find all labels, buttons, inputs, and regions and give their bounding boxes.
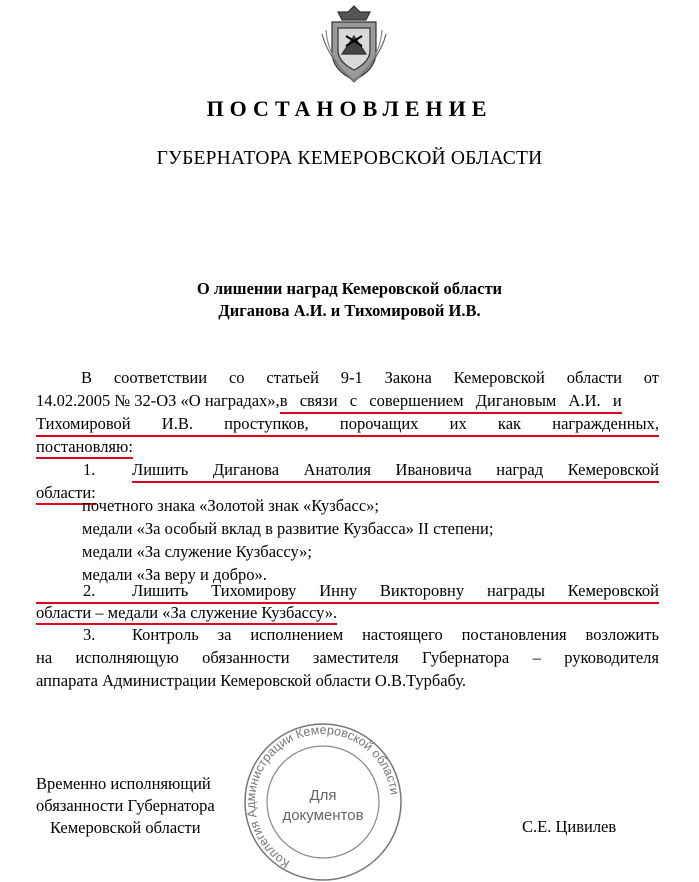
item-1-line-1 xyxy=(36,460,659,483)
paragraph-1-line-1 xyxy=(36,368,659,388)
item-1-c: медали «За служение Кузбассу»; xyxy=(82,542,312,561)
document-title: ПОСТАНОВЛЕНИЕ xyxy=(206,96,493,121)
item-2-number: 2. xyxy=(83,581,96,600)
stamp-center-line-1: Для xyxy=(309,787,337,804)
item-3-number: 3. xyxy=(83,625,96,644)
signer-role-line-3: Кемеровской области xyxy=(50,818,201,837)
paragraph-1-text-4: постановляю: xyxy=(36,437,133,459)
heading-line-1: О лишении наград Кемеровской области xyxy=(196,279,503,298)
item-3-text-1: Контроль за исполнением настоящего постановления возложить xyxy=(132,625,659,644)
document-subtitle: ГУБЕРНАТОРА КЕМЕРОВСКОЙ ОБЛАСТИ xyxy=(156,148,543,169)
item-3-line-3: аппарата Администрации Кемеровской области О.В.Турбабу. xyxy=(36,671,467,690)
official-stamp xyxy=(242,718,404,882)
paragraph-1-line-2 xyxy=(36,391,659,414)
item-1-text-1: Лишить Диганова Анатолия Ивановича наград Кемеровской xyxy=(132,460,659,483)
item-2-text-1: Лишить Тихомирову Инну Викторовну награды Кемеровской xyxy=(132,581,659,600)
signer-name: С.Е. Цивилев xyxy=(522,817,617,836)
stamp-ring-text: Коллегия Администрации Кемеровской области xyxy=(243,722,402,872)
item-2-underline xyxy=(36,581,659,604)
paragraph-1-text-1: В соответствии со статьей 9-1 Закона Кемеровской области от xyxy=(81,368,659,387)
signer-role xyxy=(36,773,215,839)
item-1-number: 1. xyxy=(83,460,96,479)
item-2-line-2 xyxy=(36,603,659,623)
signer-role-line-1: Временно исполняющий xyxy=(36,774,211,793)
item-2-line-1 xyxy=(36,581,659,604)
item-3-line-2: на исполняющую обязанности заместителя Губернатора – руководителя xyxy=(36,648,659,667)
stamp-center-line-2: документов xyxy=(282,807,364,824)
paragraph-1-text-2b: в связи с совершением Дигановым А.И. и xyxy=(280,391,622,414)
coat-of-arms-emblem xyxy=(318,4,390,86)
paragraph-1-text-2a: 14.02.2005 № 32-ОЗ «О наградах», xyxy=(36,391,280,410)
item-1-a: почетного знака «Золотой знак «Кузбасс»; xyxy=(82,496,379,515)
signer-role-line-2: обязанности Губернатора xyxy=(36,796,215,815)
item-3-line-1 xyxy=(36,625,659,645)
paragraph-1-line-3: Тихомировой И.В. проступков, порочащих их как награжденных, xyxy=(36,414,659,437)
item-2-text-2: области – медали «За служение Кузбассу». xyxy=(36,603,337,625)
heading-line-2: Диганова А.И. и Тихомировой И.В. xyxy=(218,301,481,320)
paragraph-1-line-4 xyxy=(36,437,659,457)
item-1-b: медали «За особый вклад в развитие Кузбасса» II степени; xyxy=(82,519,494,538)
item-1-d: медали «За веру и добро». xyxy=(82,565,267,584)
item-1-text-2: области: xyxy=(36,483,96,505)
